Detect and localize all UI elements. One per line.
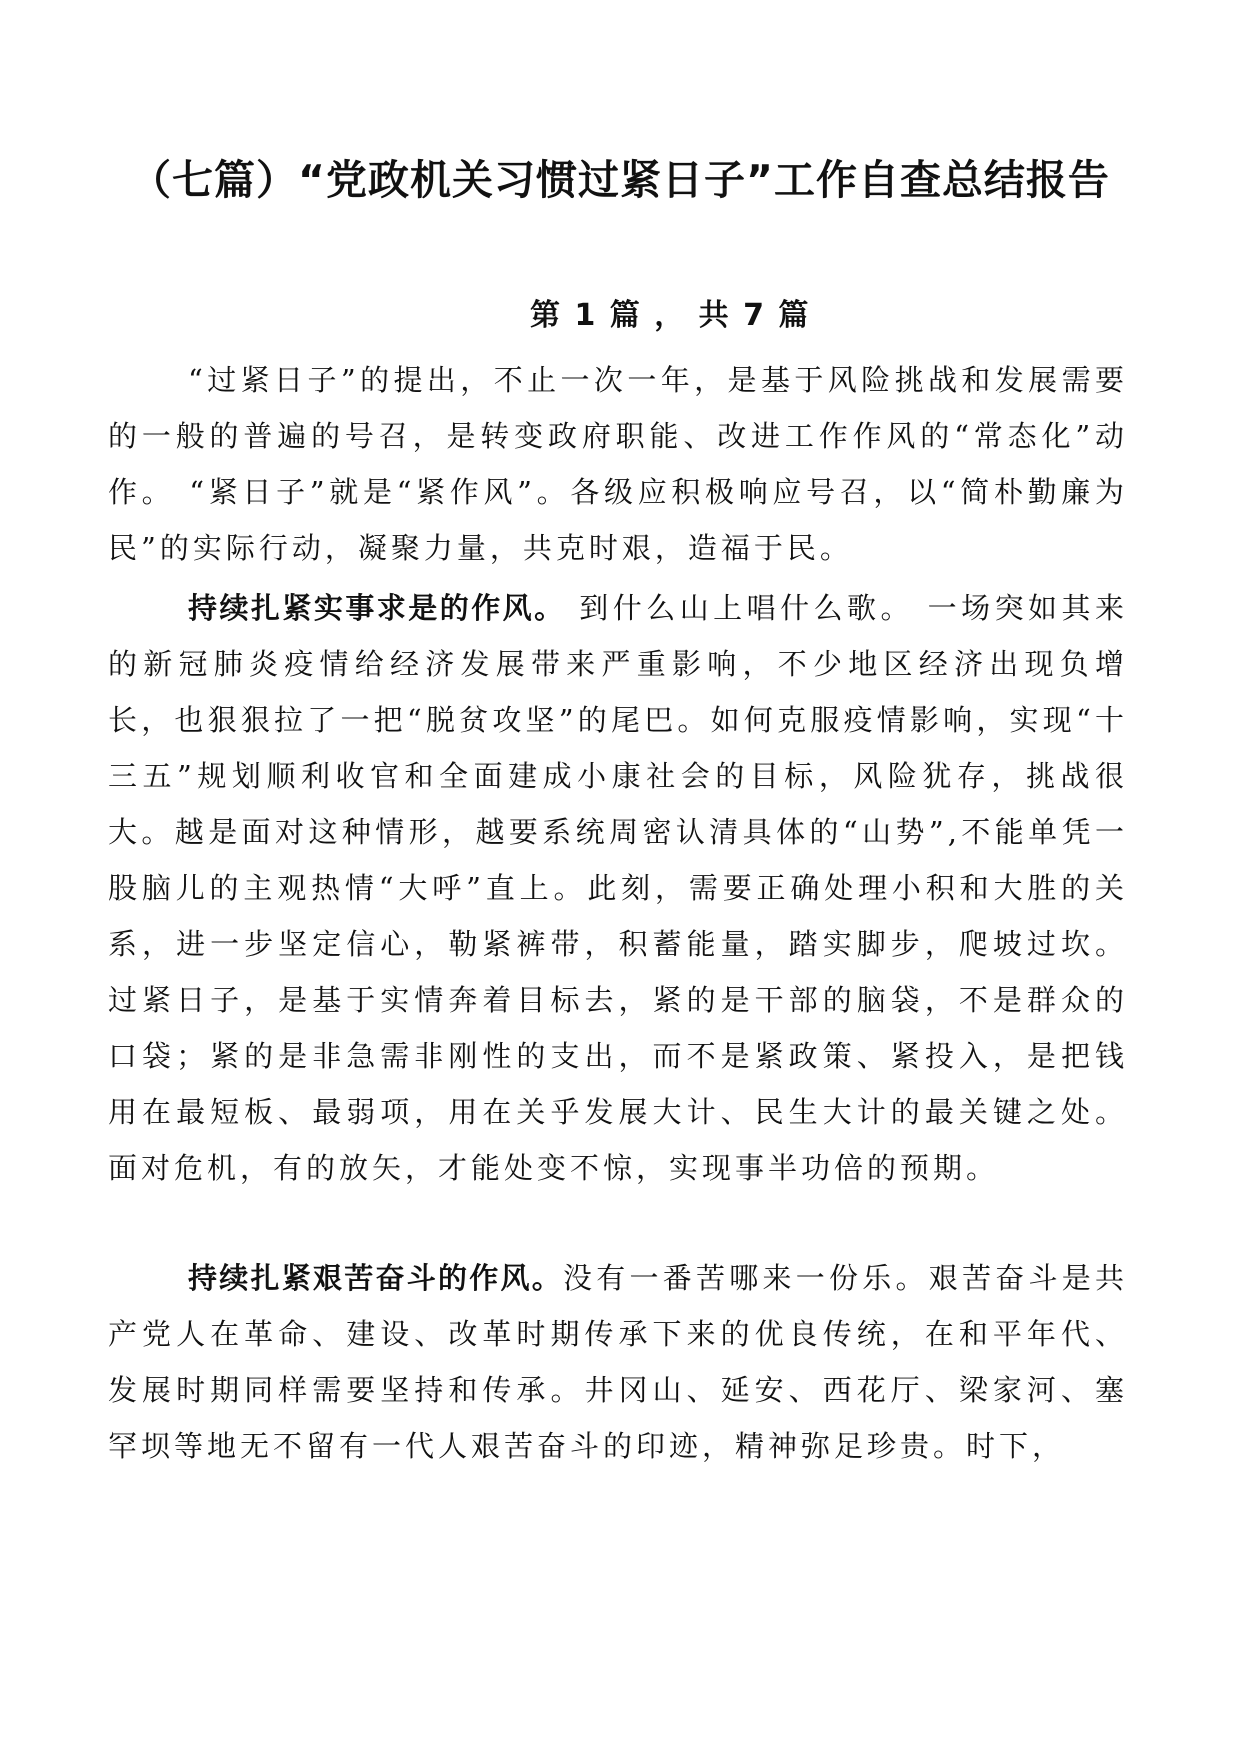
paragraph-intro-text: “过紧日子”的提出，不止一次一年，是基于风险挑战和发展需要的一般的普遍的号召，是转变政府职能、改进工作作风的“常态化”动作。 “紧日子”就是“紧作风”。各级应积极响应号召，以“简朴勤廉为民”的实际行动，凝聚力量，共克时艰，造福于民。 xyxy=(108,363,1128,565)
paragraph-hard-work xyxy=(108,1250,1128,1474)
paragraph-hard-work-lead: 持续扎紧艰苦奋斗的作风。 xyxy=(188,1261,563,1295)
paragraph-seek-truth-text: 到什么山上唱什么歌。 一场突如其来的新冠肺炎疫情给经济发展带来严重影响，不少地区经济出现负增长，也狠狠拉了一把“脱贫攻坚”的尾巴。如何克服疫情影响，实现“十三五”规划顺利收官和全面建成小康社会的目标，风险犹存，挑战很大。越是面对这种情形，越要系统周密认清具体的“山势”,不能单凭一股脑儿的主观热情“大呼”直上。此刻，需要正确处理小积和大胜的关系，进一步坚定信心，勒紧裤带，积蓄能量，踏实脚步，爬坡过坎。过紧日子，是基于实情奔着目标去，紧的是干部的脑袋，不是群众的口袋；紧的是非急需非刚性的支出，而不是紧政策、紧投入，是把钱用在最短板、最弱项，用在关乎发展大计、民生大计的最关键之处。面对危机，有的放矢，才能处变不惊，实现事半功倍的预期。 xyxy=(108,591,1128,1185)
paragraph-seek-truth-lead: 持续扎紧实事求是的作风。 xyxy=(188,591,566,625)
paragraph-hard-work-text: 没有一番苦哪来一份乐。艰苦奋斗是共产党人在革命、建设、改革时期传承下来的优良传统，在和平年代、发展时期同样需要坚持和传承。井冈山、延安、西花厅、梁家河、塞罕坝等地无不留有一代人艰苦奋斗的印迹，精神弥足珍贵。时下， xyxy=(108,1261,1128,1463)
paragraph-seek-truth xyxy=(108,580,1128,1196)
document-title: （七篇）“党政机关习惯过紧日子”工作自查总结报告 xyxy=(130,156,1110,204)
part-heading: 第 1 篇 ， 共 7 篇 xyxy=(530,298,811,333)
paragraph-intro xyxy=(108,352,1128,576)
